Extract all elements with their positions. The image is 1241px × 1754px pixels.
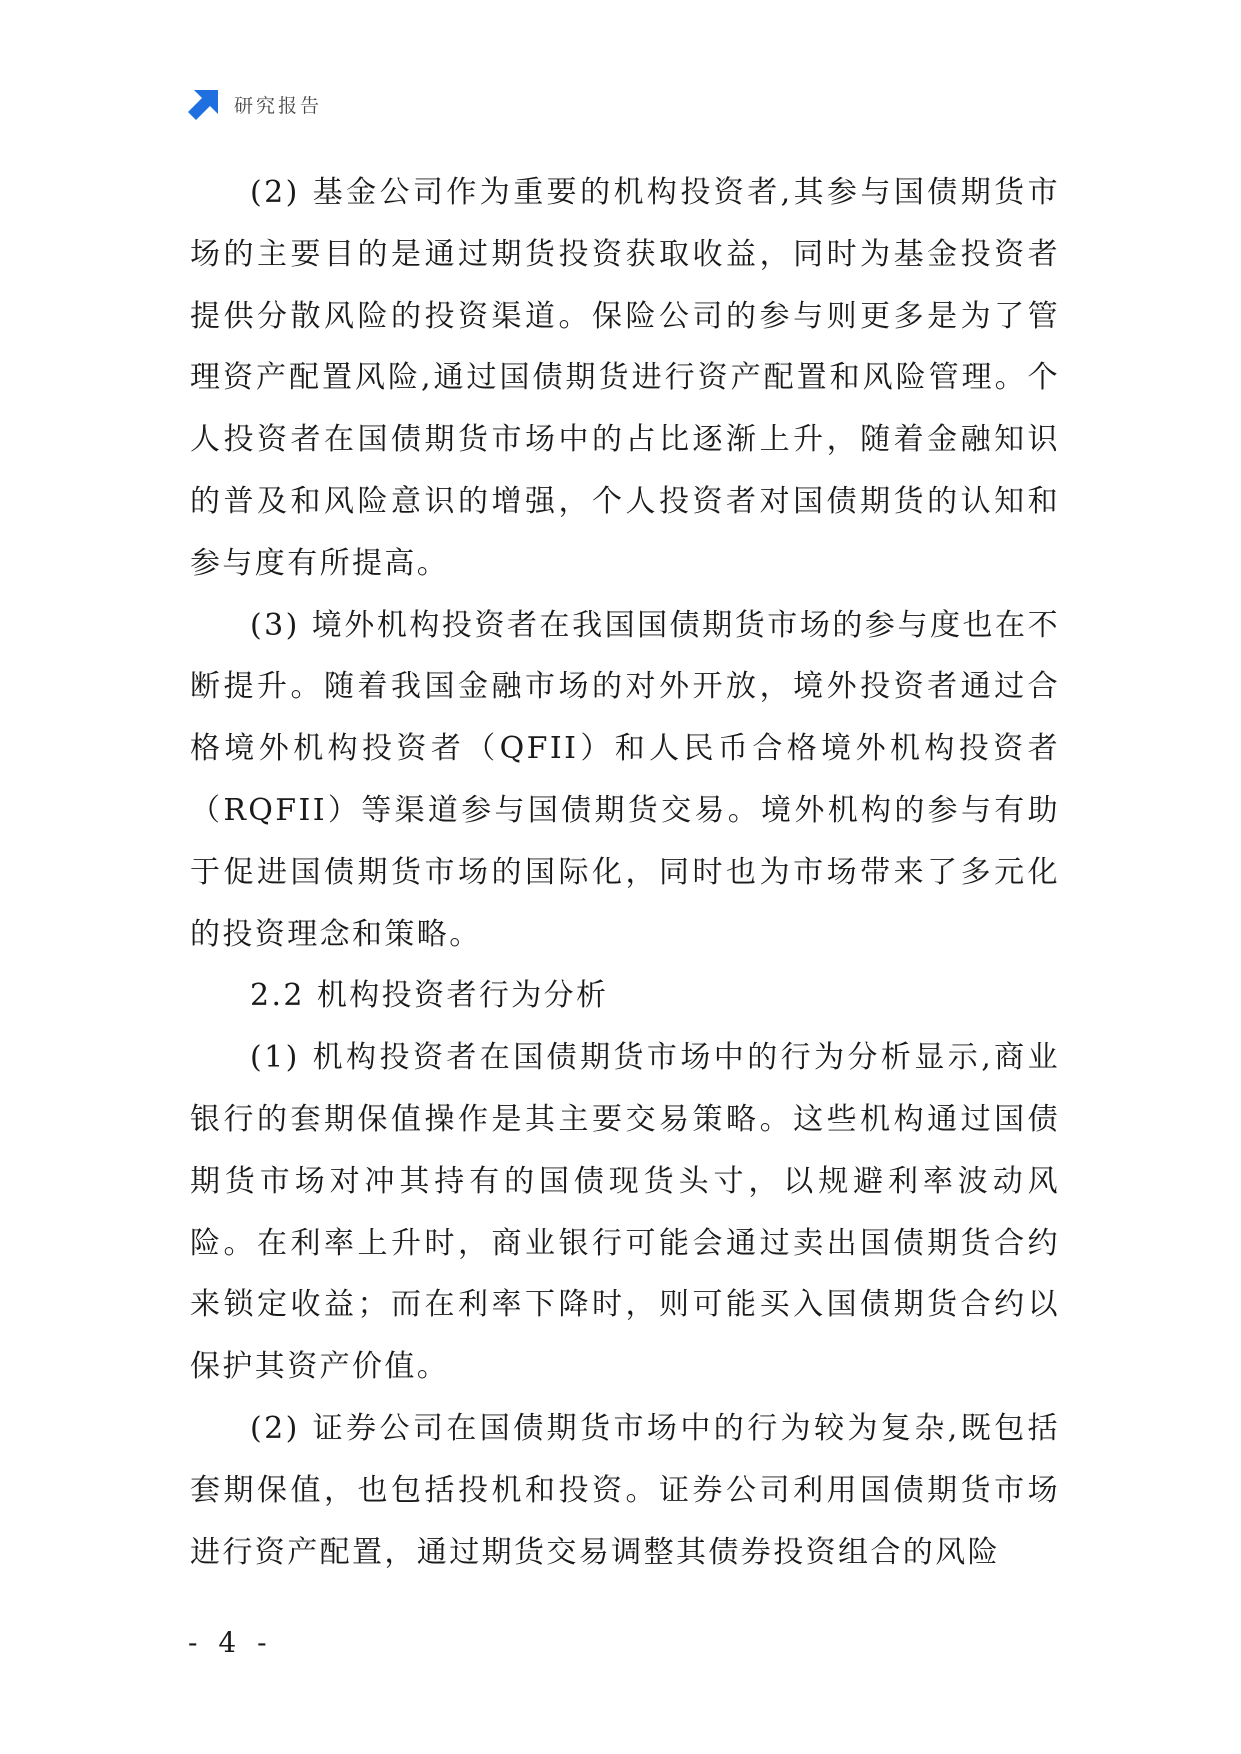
page-number: - 4 - — [188, 1626, 273, 1659]
arrow-up-right-icon — [188, 88, 220, 120]
paragraph-foreign-institutions: (3) 境外机构投资者在我国国债期货市场的参与度也在不断提升。随着我国金融市场的对外开放，境外投资者通过合格境外机构投资者（QFII）和人民币合格境外机构投资者（RQFII）等渠道参与国债期货交易。境外机构的参与有助于促进国债期货市场的国际化，同时也为市场带来了多元化的投资理念和策略。 — [190, 607, 1060, 952]
section-heading: 2.2 机构投资者行为分析 — [250, 978, 609, 1014]
paragraph-fund-insurance-individual: (2) 基金公司作为重要的机构投资者,其参与国债期货市场的主要目的是通过期货投资获取收益，同时为基金投资者提供分散风险的投资渠道。保险公司的参与则更多是为了管理资产配置风险,通过国债期货进行资产配置和风险管理。个人投资者在国债期货市场中的占比逐渐上升，随着金融知识的普及和风险意识的增强，个人投资者对国债期货的认知和参与度有所提高。 — [190, 175, 1060, 581]
document-body — [190, 162, 1060, 1583]
header-title: 研究报告 — [234, 94, 323, 117]
paragraph-securities-companies: (2) 证券公司在国债期货市场中的行为较为复杂,既包括套期保值，也包括投机和投资。证券公司利用国债期货市场进行资产配置，通过期货交易调整其债券投资组合的风险 — [190, 1410, 1060, 1570]
paragraph-commercial-banks: (1) 机构投资者在国债期货市场中的行为分析显示,商业银行的套期保值操作是其主要交易策略。这些机构通过国债期货市场对冲其持有的国债现货头寸，以规避利率波动风险。在利率上升时，商业银行可能会通过卖出国债期货合约来锁定收益；而在利率下降时，则可能买入国债期货合约以保护其资产价值。 — [190, 1040, 1060, 1385]
page-header — [188, 86, 322, 122]
